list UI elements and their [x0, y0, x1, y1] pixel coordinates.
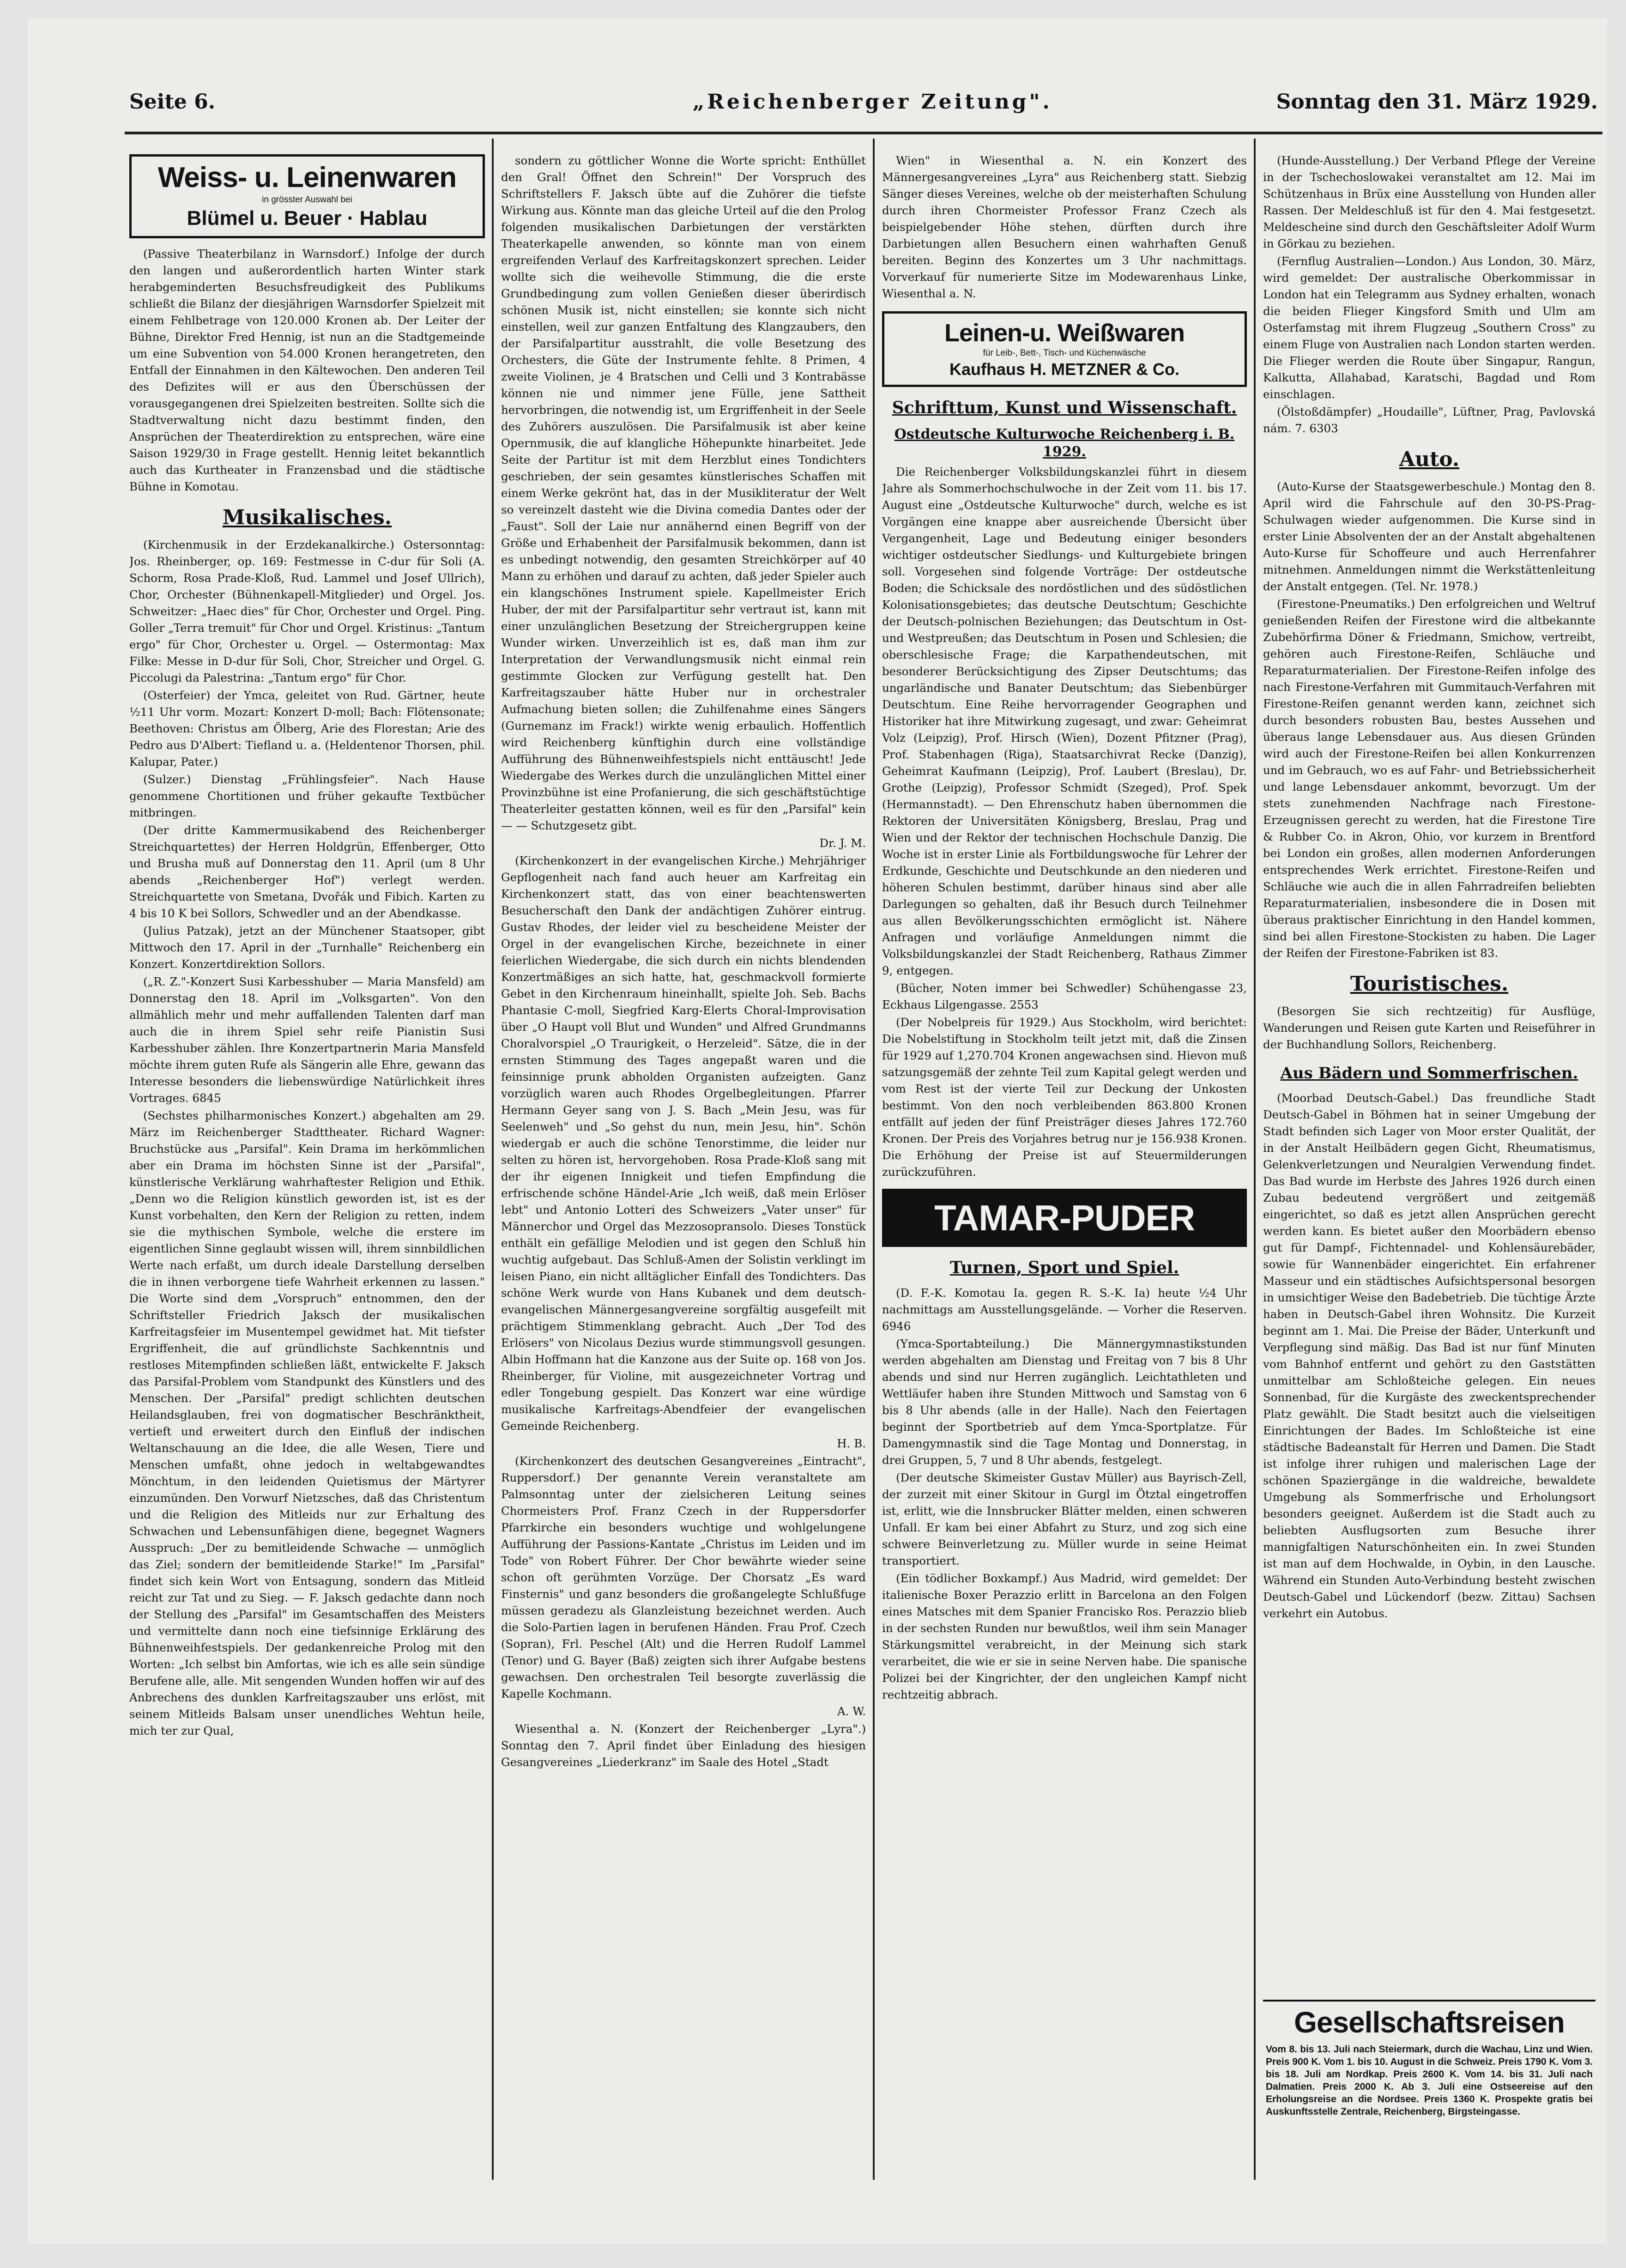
- article-kammermusik: (Der dritte Kammermusikabend des Reichenberger Streichquartettes) der Herren Holdgrün, Effenberger, Otto und Brusha muß auf Donnerstag den 11. April (um 8 Uhr abends „Reichenberger Hof") verlegt werden. Streichquartette von Smetana, Dvořák und Fibich. Karten zu 4 bis 10 K bei Sollors, Schwedler und an der Abendkasse.: [129, 823, 485, 920]
- article-hundeausstellung: (Hunde-Ausstellung.) Der Verband Pflege der Vereine in der Tschechoslowakei veranstaltet am 12. Mai im Schützenhaus in Brüx eine Ausstellung von Hunden aller Rassen. Der Meldeschluß ist für den 4. Mai festgesetzt. Meldescheine sind durch den Geschäftsleiter Adolf Wurm in Görkau zu beziehen.: [1263, 154, 1596, 250]
- page-header: [129, 90, 1598, 127]
- article-parsifal-cont: sondern zu göttlicher Wonne die Worte spricht: Enthüllet den Gral! Öffnet den Schrein!" Der Vorspruch des Schriftstellers F. Jaksch übte auf die Zuhörer die tiefste Wirkung aus. Könnte man das gleiche Urteil auf die den Prolog folgenden musikalischen Darbietungen der verstärkten Theaterkapelle anwenden, so könnte man von einem ergreifenden Verlauf des Karfreitagskonzert sprechen. Leider wollte sich die weihevolle Stimmung, die die erste Grundbedingung zum vollen Genießen dieser überirdisch schönen Musik ist, nicht einstellen; sie konnte sich nicht einstellen, weil zur ganzen Entfaltung des Klangzaubers, den der Parsifalpartitur ausstrahlt, die volle Besetzung des Orchesters, die Güte der Instrumente fehlte. 8 Primen, 4 zweite Violinen, je 4 Bratschen und Celli und 3 Kontrabässe können nie und nimmer jene Fülle, jene Sattheit hervorbringen, die notwendig ist, um Ergriffenheit in der Seele des Zuhörers auszulösen. Die Parsifalmusik ist aber keine Opernmusik, die auf klangliche Höhepunkte hinarbeitet. Jede Seite der Partitur ist mit dem Herzblut eines Tondichters geschrieben, der sein gesamtes künstlerisches Schaffen mit einem Werke gekrönt hat, das in der Musikliteratur der Welt so vereinzelt dasteht wie die Divina comedia Dantes oder der „Faust". Soll der Laie nur annähernd einen Begriff von der Größe und Erhabenheit der Parsifalmusik bekommen, dann ist es unbedingt notwendig, den gesamten Streichkörper auf 40 Mann zu erhöhen und darauf zu achten, daß jeder Spieler auch ein klangschönes Instrument spiele. Kapellmeister Erich Huber, der mit der Parsifalpartitur sehr vertraut ist, kann mit einer unzulänglichen Besetzung der Streichergruppen keine Wunder wirken. Unverzeihlich ist es, daß man ihm zur Interpretation der Verwandlungsmusik nicht einmal rein gestimmte Glocken zur Verfügung gestellt hat. Den Karfreitagszauber hätte Huber nur in orchestraler Aufmachung bieten sollen; die Zuhilfenahme eines Sängers (Gurnemanz im Frack!) wirkte wenig erbaulich. Hoffentlich wird Reichenberg künftighin durch eine vollständige Aufführung des Bühnenweihfestspiels nicht enttäuscht! Jede Wiedergabe des Werkes durch die unzulänglichen Mittel einer Provinzbühne ist eine Profanierung, die sich geschäftstüchtige Theaterleiter gestatten können, weil es für den „Parsifal" kein — — Schutzgesetz gibt.: [501, 154, 866, 832]
- ad-leinen-subtitle: für Leib-, Bett-, Tisch- und Küchenwäsche: [983, 348, 1146, 358]
- section-heading-turnen: Turnen, Sport und Spiel.: [949, 1258, 1179, 1277]
- column-4: [1263, 152, 1596, 2175]
- article-autokurse: (Auto-Kurse der Staatsgewerbeschule.) Montag den 8. April wird die Fahrschule auf den 30-PS-Prag-Schulwagen wieder aufgenommen. Die Kurse sind in erster Linie Absolventen der an der Anstalt abgehaltenen Auto-Kurse für Schoffeure und auch Herrenfahrer mitnehmen. Anmeldungen nimmt die Werkstättenleitung der Anstalt entgegen. (Tel. Nr. 1978.): [1263, 480, 1596, 593]
- ad-leinen-firm: Kaufhaus H. METZNER & Co.: [949, 360, 1179, 379]
- ad-leinen-title: Leinen-u. Weißwaren: [944, 319, 1185, 347]
- ad-weiss-leinenwaren: [129, 154, 485, 238]
- article-ymca: (Ymca-Sportabteilung.) Die Männergymnastikstunden werden abgehalten am Dienstag und Freitag von 7 bis 8 Uhr abends und sind nur Herren zugänglich. Leichtathleten und Wettläufer haben ihre Stunden Mittwoch und Samstag von 6 bis 8 Uhr abends (alle in der Halle). Nach den Feiertagen beginnt der Sportbetrieb auf dem Ymca-Sportplatze. Für Damengymnastik sind die Tage Montag und Donnerstag, in drei Gruppen, 5, 7 und 8 Uhr abends, festgelegt.: [882, 1337, 1247, 1467]
- article-sulzer: (Sulzer.) Dienstag „Frühlingsfeier". Nach Hause genommene Chortitionen und früher gekaufte Textbücher mitbringen.: [129, 773, 485, 819]
- article-boxkampf: (Ein tödlicher Boxkampf.) Aus Madrid, wird gemeldet: Der italienische Boxer Perazzio erlitt in Barcelona an den Folgen eines Matsches mit dem Spanier Francisko Ros. Perazzio blieb in der sechsten Runden nur bewußtlos, weil ihm sein Manager Stärkungsmittel verabreicht, in der Meinung sich stark verarbeitet, die wie er sie in seine Nerven habe. Die spanische Polizei bei der Kingrichter, der den ungleichen Kampf nicht rechtzeitig abbrach.: [882, 1572, 1247, 1701]
- article-kulturwoche: Die Reichenberger Volksbildungskanzlei führt in diesem Jahre als Sommerhochschulwoche in der Zeit vom 11. bis 17. August eine „Ostdeutsche Kulturwoche" durch, welche es ist Vorgängen eine knappe aber ausreichende Übersicht über Vergangenheit, Lage und Bedeutung einiger besonders wichtiger ostdeutscher Siedlungs- und Kulturgebiete bringen soll. Vorgesehen sind folgende Vorträge: Der ostdeutsche Boden; die Schicksale des nordöstlichen und des südöstlichen Kolonisationsgebietes; das deutsche Deutschtum; Geschichte der Deutsch-polnischen Beziehungen; das Deutschtum in Ost- und Westpreußen; das Deutschtum in Posen und Schlesien; die oberschlesische Frage; die Karpathendeutschen, mit besonderer Berücksichtigung des Zipser Deutschtums; das ungarländische und Banater Deutschtum; das Siebenbürger Deutschtum. Eine Reihe hervorragender Geographen und Historiker hat ihre Mitwirkung zugesagt, und zwar: Geheimrat Volz (Leipzig), Prof. Hirsch (Wien), Dozent Pfitzner (Prag), Prof. Stabenhagen (Riga), Staatsarchivrat Recke (Danzig), Geheimrat Kaufmann (Leipzig), Prof. Laubert (Breslau), Dr. Grothe (Leipzig), Professor Schmidt (Szeged), Prof. Spek (Hermannstadt). — Den Ehrenschutz haben übernommen die Rektoren der Universitäten Königsberg, Breslau, Prag und Wien und der Rektor der technischen Hochschule Danzig. Die Woche ist in erster Linie als Fortbildungswoche für Lehrer der Erdkunde, Geschichte und Deutschkunde an den niederen und höheren Schulen bestimmt, darüber hinaus sind aber alle Darlegungen so gehalten, daß ihr Besuch durch Teilnehmer aus allen Bevölkerungsschichten ermöglicht ist. Nähere Anfragen und vorläufige Anmeldungen nimmt die Volksbildungskanzlei der Stadt Reichenberg, Rathaus Zimmer 9, entgegen.: [882, 465, 1247, 977]
- section-heading-auto: Auto.: [1399, 448, 1460, 471]
- article-kirchenkonzert-evang: (Kirchenkonzert in der evangelischen Kirche.) Mehrjähriger Gepflogenheit nach fand auch heuer am Karfreitag ein Kirchenkonzert statt, das von einer beachtenswerten Besucherschaft den Dank der andächtigen Zuhörer eintrug. Gustav Rhodes, der leider viel zu bescheidene Meister der Orgel in der evangelischen Kirche, bezeichnete in einer feierlichen Wiedergabe, die sich durch ein nichts blendenden Konzertmäßiges an sich hatte, hat, geschmackvoll formierte Gebet in den Kirchenraum hineinhallt, spielte Joh. Seb. Bachs Phantasie C-moll, Siegfried Karg-Elerts Choral-Improvisation über „O Haupt voll Blut und Wunden" und Alfred Grundmanns Choralvorspiel „O Traurigkeit, o Herzeleid". Sätze, die in der ernsten Stimmung des Tages angepaßt waren und die feinsinnige prunk abholden Organisten aufzeigten. Ganz vorzüglich waren auch Rhodes Orgelbegleitungen. Pfarrer Hermann Geyer sang von J. S. Bach „Mein Jesu, was für Seelenweh" und „So gehst du nun, mein Jesu, hin". Schön wiedergab er auch die schöne Tenorstimme, die leider nur selten zu hören ist, hervorgehoben. Rosa Prade-Kloß sang mit der ihr eigenen Innigkeit und tiefen Empfindung die erfrischende schöne Händel-Arie „Ich weiß, daß mein Erlöser lebt" und Antonio Lotteri des Schweizers „Vater unser" für Männerchor und Orgel das Mezzosopransolo. Dieses Tonstück enthält ein gefällige Melodien und ist gegen den Schluß hin wuchtig aufgebaut. Das Schluß-Amen der Solistin verklingt im leisen Piano, ein nicht alltäglicher Einfall des Tondichters. Das schöne Werk wurde von Hans Kubanek und dem deutsch-evangelischen Männergesangvereine sorgfältig ausgefeilt mit prächtigem Stimmenklang gebracht. Auch „Der Tod des Erlösers" von Nicolaus Dezius wurde stimmungsvoll gesungen. Albin Hoffmann hat die Kanzone aus der Suite op. 168 von Jos. Rheinberger, für Violine, mit ausgezeichneter Vortrag und edler Tongebung gespielt. Das Konzert war eine würdige musikalische Karfreitags-Abendfeier der evangelischen Gemeinde Reichenberg.: [501, 854, 866, 1433]
- article-skimeister: (Der deutsche Skimeister Gustav Müller) aus Bayrisch-Zell, der zurzeit mit einer Skitour in Gurgl im Ötztal eingetroffen ist, erlitt, wie die Innsbrucker Blätter melden, einen schweren Unfall. Er kam bei einer Abfahrt zu Sturz, und zog sich eine schwere Beinverletzung zu. Müller wurde in seine Heimat transportiert.: [882, 1471, 1247, 1567]
- article-nobelpreis: (Der Nobelpreis für 1929.) Aus Stockholm, wird berichtet: Die Nobelstiftung in Stockholm teilt jetzt mit, daß die Zinsen für 1929 auf 1,270.704 Kronen angewachsen sind. Hievon muß satzungsgemäß der zehnte Teil zum Kapital gelegt werden und vom Rest ist der vierte Teil zur Deckung der Unkosten bestimmt. Von den noch verbleibenden 863.800 Kronen entfällt auf jeden der fünf Preisträger dieses Jahres 172.760 Kronen. Der Preis des Vorjahres betrug nur je 156.938 Kronen. Die Erhöhung der Preise ist auf Steuermilderungen zurückzuführen.: [882, 1016, 1247, 1179]
- article-oelstossdaempfer: (Ölstoßdämpfer) „Houdaille", Lüftner, Prag, Pavlovská nám. 7. 6303: [1263, 405, 1596, 435]
- ad-tamar-puder: [882, 1189, 1247, 1247]
- ad-leinen-weisswaren: [882, 311, 1247, 387]
- ad-weiss-firm: Blümel u. Beuer · Hablau: [187, 207, 428, 230]
- ad-gesellschaftsreisen: [1263, 2000, 1596, 2168]
- column-2: [501, 152, 866, 2175]
- article-eintracht: (Kirchenkonzert des deutschen Gesangvereines „Eintracht", Ruppersdorf.) Der genannte Verein veranstaltete am Palmsonntag unter der zielsicheren Leitung seines Chormeisters Prof. Franz Czech in der Ruppersdorfer Pfarrkirche ein besonders wuchtige und wohlgelungene Aufführung der Passions-Kantate „Christus im Leiden und im Tode" von Robert Führer. Der Chor bewährte wieder seine schon oft gerühmten Vorzüge. Der Chorsatz „Es ward Finsternis" und ganz besonders die großangelegte Schlußfuge müssen geradezu als Glanzleistung bezeichnet werden. Auch die Solo-Partien lagen in berufenen Händen. Frau Prof. Czech (Sopran), Frl. Peschel (Alt) und die Herren Rudolf Lammel (Tenor) und G. Bayer (Baß) zeigten sich ihrer Aufgabe bestens gewachsen. Den orchestralen Teil besorgte zuverlässig die Kapelle Kochmann.: [501, 1454, 866, 1700]
- section-heading-baeder: Aus Bädern und Sommerfrischen.: [1280, 1064, 1578, 1083]
- article-fernflug: (Fernflug Australien—London.) Aus London, 30. März, wird gemeldet: Der australische Oberkommissar in London hat ein Telegramm aus Sydney erhalten, wonach die beiden Flieger Kingsford Smith und Ulm am Osterfamstag mit ihrem Flugzeug „Southern Cross" zu einem Fluge von Australien nach London starten werden. Die Flieger werden die Route über Singapur, Rangun, Kalkutta, Allahabad, Karatschi, Bagdad und Rom einschlagen.: [1263, 254, 1596, 401]
- ad-gesellschaft-text: Vom 8. bis 13. Juli nach Steiermark, durch die Wachau, Linz und Wien. Preis 900 K. Vom 1. bis 10. August in die Schweiz. Preis 1790 K. Vom 3. bis 18. Juli am Nordkap. Preis 2600 K. Vom 14. bis 31. Juli nach Dalmatien. Preis 2000 K. Ab 3. Juli eine Ostseereise auf den Erholungsreise an die Nordsee. Preis 1360 K. Prospekte gratis bei Auskunftsstelle Zentrale, Reichenberg, Birgsteingasse.: [1266, 2044, 1593, 2117]
- section-heading-touristisches: Touristisches.: [1350, 972, 1509, 996]
- issue-date: Sonntag den 31. März 1929.: [1276, 90, 1598, 114]
- article-kirchenmusik: (Kirchenmusik in der Erzdekanalkirche.) Ostersonntag: Jos. Rheinberger, op. 169: Festmesse in C-dur für Soli (A. Schorm, Rosa Prade-Kloß, Rud. Lammel und Josef Ullrich), Chor, Orchester (Bühnenkapell-Mitglieder) und Orgel. Jos. Schweitzer: „Haec dies" für Chor, Orchester und Orgel. Ping. Goller „Terra tremuit" für Chor und Orgel. Kristinus: „Tantum ergo" für Chor, Orchester u. Orgel. — Ostermontag: Max Filke: Messe in D-dur für Soli, Chor, Streicher und Orgel. G. Piccolugi da Palestrina: „Tantum ergo" für Chor.: [129, 538, 485, 684]
- article-firestone: (Firestone-Pneumatiks.) Den erfolgreichen und Weltruf genießenden Reifen der Firestone wird die altbekannte Zubehörfirma Döner & Friedmann, Smichow, vertreibt, gehören auch Firestone-Reifen, Schläuche und Reparaturmaterialien. Der Firestone-Reifen infolge des nach Firestone-Verfahren mit Gummitauch-Verfahren mit Firestone-Reifen genannt werden kann, zeichnet sich durch besonders robusten Bau, bestes Aussehen und überaus lange Lebensdauer aus. Aus diesen Gründen wird auch der Firestone-Reifen bei allen Konkurrenzen und im Gebrauch, wo es auf Fahr- und Betriebssicherheit und lange Lebensdauer ankommt, bevorzugt. Um der stets zunehmenden Nachfrage nach Firestone-Erzeugnissen gerecht zu werden, hat die Firestone Tire & Rubber Co. in Akron, Ohio, vor kurzem in Brentford bei London ein großes, allen modernen Anforderungen entsprechendes Werk errichtet. Firestone-Reifen und Schläuche wie auch die in allen Fahrradreifen beliebten Reparaturmaterialien, insbesondere die in Dosen mit überaus praktischer Einrichtung in den Handel kommen, sind bei allen Firestone-Stockisten zu haben. Die Lager der Reifen der Firestone-Fabriken ist 83.: [1263, 597, 1596, 960]
- section-heading-musikalisches: Musikalisches.: [222, 506, 392, 529]
- article-philharmonisch: (Sechstes philharmonisches Konzert.) abgehalten am 29. März im Reichenberger Stadttheater. Richard Wagner: Bruchstücke aus „Parsifal". Kein Drama im herkömmlichen aber ein Drama im höchsten Sinne ist der „Parsifal", künstlerische Verklärung wahrhaftester Religion und Ethik. „Denn wo die Religion künstlich geworden ist, ist es der Kunst vorbehalten, den Kern der Religion zu retten, indem sie die mythischen Symbole, welche die erstere im eigentlichen Sinne geglaubt wissen will, ihrem sinnbildlichen Werte nach erfaßt, um durch ideale Darstellung derselben die in ihnen verborgene tiefe Wahrheit erkennen zu lassen." Die Worte sind dem „Vorspruch" entnommen, den der Schriftsteller Friedrich Jaksch der musikalischen Karfreitagsfeier im Musentempel gewidmet hat. Mit tiefster Ergriffenheit, die auf gründlichste Sachkenntnis und restloses Mitempfinden schließen läßt, entwickelte F. Jaksch das Parsifal-Problem vom Standpunkt des Künstlers und des Menschen. Der „Parsifal" predigt schlichten deutschen Heilandsglauben, frei von dogmatischer Beschränktheit, vertieft und erweitert durch den Einfluß der indischen Weltanschauung an die Idee, die alle Wesen, Tiere und Menschen umfaßt, ohne jedoch in weltabgewandtes Mönchtum, in den leidenden Quietismus der Märtyrer einzumünden. Den Vorwurf Nietzsches, daß das Christentum und die Religion des Mitleids nur zur Erhaltung des Schwachen und Lebensunfähigen diene, begegnet Wagners Ausspruch: „Der zu bemitleidende Schwache — unmöglich das Ziel; sondern der bemitleidende Starke!" Im „Parsifal" findet sich kein Wort von Entsagung, sondern das Mitleid reicht zur Tat und zu Sieg. — F. Jaksch gedachte dann noch der Stellung des „Parsifal" im Gesamtschaffen des Meisters und vermittelte dann noch eine tiefsinnige Erklärung des Bühnenweihfestspiels. Der gedankenreiche Prolog mit den Worten: „Ich selbst bin Amfortas, wie ich es alle sein sündige Berufene alle, alle. Mit sengenden Wunden hoffen wir auf des Anbrechens des dunklen Karfreitagszauber uns erlöst, mit seinem Mitleids Balsam unser unendliches Wehtun heile, mich ter zur Qual,: [129, 1109, 485, 1737]
- article-osterfeier: (Osterfeier) der Ymca, geleitet von Rud. Gärtner, heute ½11 Uhr vorm. Mozart: Konzert D-moll; Bach: Flötensonate; Beethoven: Christus am Ölberg, Arie des Florestan; Arie des Pedro aus D'Albert: Tiefland u. a. (Heldentenor Thorsen, phil. Kalupar, Pater.): [129, 689, 485, 768]
- article-wiesenthal: Wiesenthal a. N. (Konzert der Reichenberger „Lyra".) Sonntag den 7. April findet über Einladung des hiesigen Gesangvereines „Liederkranz" im Saale des Hotel „Stadt: [501, 1722, 866, 1769]
- signature-jm: Dr. J. M.: [819, 836, 866, 850]
- column-rule-2: [873, 139, 875, 2180]
- ad-weiss-title: Weiss- u. Leinenwaren: [157, 162, 457, 194]
- column-1: [129, 152, 485, 2175]
- article-rz-konzert: („R. Z."-Konzert Susi Karbesshuber — Maria Mansfeld) am Donnerstag den 18. April im „Volksgarten". Von den allmählich mehr und mehr auffallenden Talenten darf man auch die in ihrem Spiel sehr reife Pianistin Susi Karbesshuber zählen. Ihre Konzertpartnerin Maria Mansfeld möchte ihrem guten Rufe als Sängerin alle Ehre, gewann das Interesse besonders die liebenswürdige Natürlichkeit ihres Vortrages. 6845: [129, 975, 485, 1105]
- ad-tamar-title: TAMAR-PUDER: [934, 1198, 1195, 1238]
- article-wiesenthal-cont: Wien" in Wiesenthal a. N. ein Konzert des Männergesangvereines „Lyra" aus Reichenberg statt. Siebzig Sänger dieses Vereines, welche ob der meisterhaften Schulung durch ihren Chormeister Professor Franz Czech als beispielgebender Höhe stehen, dürften durch ihre Darbietungen allen Besuchern einen wahrhaften Genuß bereiten. Beginn des Konzertes um 3 Uhr nachmittags. Vorverkauf für numerierte Sitze im Modewarenhaus Linke, Wiesenthal a. N.: [882, 154, 1247, 300]
- column-rule-3: [1254, 139, 1256, 2180]
- article-komotau: (D. F.-K. Komotau Ia. gegen R. S.-K. Ia) heute ½4 Uhr nachmittags am Ausstellungsgelände. — Vorher die Reserven. 6946: [882, 1286, 1247, 1333]
- article-patzak: (Julius Patzak), jetzt an der Münchener Staatsoper, gibt Mittwoch den 17. April in der „Turnhalle" Reichenberg ein Konzert. Konzertdirektion Sollors.: [129, 924, 485, 971]
- page-number: Seite 6.: [129, 90, 216, 114]
- ad-weiss-subtitle: in grösster Auswahl bei: [262, 195, 352, 205]
- ad-gesellschaft-title: Gesellschaftsreisen: [1294, 2006, 1565, 2039]
- article-moorbad: (Moorbad Deutsch-Gabel.) Das freundliche Stadt Deutsch-Gabel in Böhmen hat in seiner Umgebung der Stadt befinden sich Lager von Moor erster Qualität, der in der Anstalt Heilbädern gegen Gicht, Rheumatismus, Gelenkverletzungen und Neuralgien Verwendung findet. Das Bad wurde im Herbste des Jahres 1926 durch einen Zubau bedeutend vergrößert und zeitgemäß eingerichtet, so daß es jetzt allen Ansprüchen gerecht werden kann. Es bietet außer den Moorbädern ebenso gut für Dampf-, Fichtennadel- und Kohlensäurebäder, sowie für Wannenbäder eingerichtet. Ein erfahrener Masseur und ein städtisches Aufsichtspersonal besorgen in umsichtiger Weise den Badebetrieb. Die tüchtige Ärzte haben in Deutsch-Gabel ihren Wohnsitz. Die Kurzeit beginnt am 1. Mai. Die Preise der Bäder, Unterkunft und Verpflegung sind mäßig. Das Bad ist nur fünf Minuten vom Bahnhof entfernt und gehört zu den Gaststätten unmittelbar am Schloßteiche gelegen. Ein neues Sonnenbad, für die Kurgäste des zweckentsprechender Platz gewählt. Die Stadt besitzt auch die vielseitigen Einrichtungen der Bades. Im Schloßteiche ist eine städtische Badeanstalt für Herren und Damen. Die Stadt ist infolge ihrer ruhigen und malerischen Lage der schönen Spaziergänge in die waldreiche, bewaldete Umgebung als Sommerfrische und Erholungsort besonders geeignet. Außerdem ist die Stadt auch zu beliebten Ausflugsorten zum Besuche ihrer mannigfaltigen Naturschönheiten ein. In zwei Stunden ist man auf dem Hochwalde, in Oybin, in den Lausche. Während ein Stunden Auto-Verbindung besteht zwischen Deutsch-Gabel und Lückendorf (bezw. Zittau) Sachsen verkehrt ein Autobus.: [1263, 1091, 1596, 1620]
- newspaper-title: „Reichenberger Zeitung".: [693, 90, 1052, 114]
- article-theaterbilanz: (Passive Theaterbilanz in Warnsdorf.) Infolge der durch den langen und außerordentlich harten Winter stark herabgeminderten Besuchsfreudigkeit des Publikums schließt die Bilanz der diesjährigen Warnsdorfer Spielzeit mit einem Fehlbetrage von 120.000 Kronen ab. Der Leiter der Bühne, Direktor Fred Hennig, ist nun an die Stadtgemeinde um eine Subvention von 54.000 Kronen herangetreten, den Entfall der Einnahmen in den Kältewochen. Den anderen Teil des Defizites will er aus den Überschüssen der vorausgegangenen drei Spielzeiten bestreiten. Sollte sich die Stadtverwaltung nicht dazu bestimmt finden, den Ansprüchen der Theaterdirektion zu entsprechen, wäre eine Saison 1929/30 in Frage gestellt. Hennig leitet bekanntlich auch das Kurtheater in Franzensbad und die städtische Bühne in Komotau.: [129, 247, 485, 493]
- section-heading-schrifttum: Schrifttum, Kunst und Wissenschaft.: [892, 398, 1237, 417]
- column-3: [882, 152, 1247, 2175]
- signature-hb: H. B.: [837, 1437, 866, 1450]
- article-karten: (Besorgen Sie sich rechtzeitig) für Ausflüge, Wanderungen und Reisen gute Karten und Reiseführer in der Buchhandlung Sollors, Reichenberg.: [1263, 1004, 1596, 1051]
- header-rule: [125, 132, 1602, 134]
- signature-aw: A. W.: [837, 1705, 866, 1718]
- column-rule-1: [492, 139, 494, 2180]
- article-schwedler: (Bücher, Noten immer bei Schwedler) Schühengasse 23, Eckhaus Lilgengasse. 2553: [882, 981, 1247, 1011]
- article-heading-kulturwoche: Ostdeutsche Kulturwoche Reichenberg i. B. 1929.: [894, 426, 1235, 460]
